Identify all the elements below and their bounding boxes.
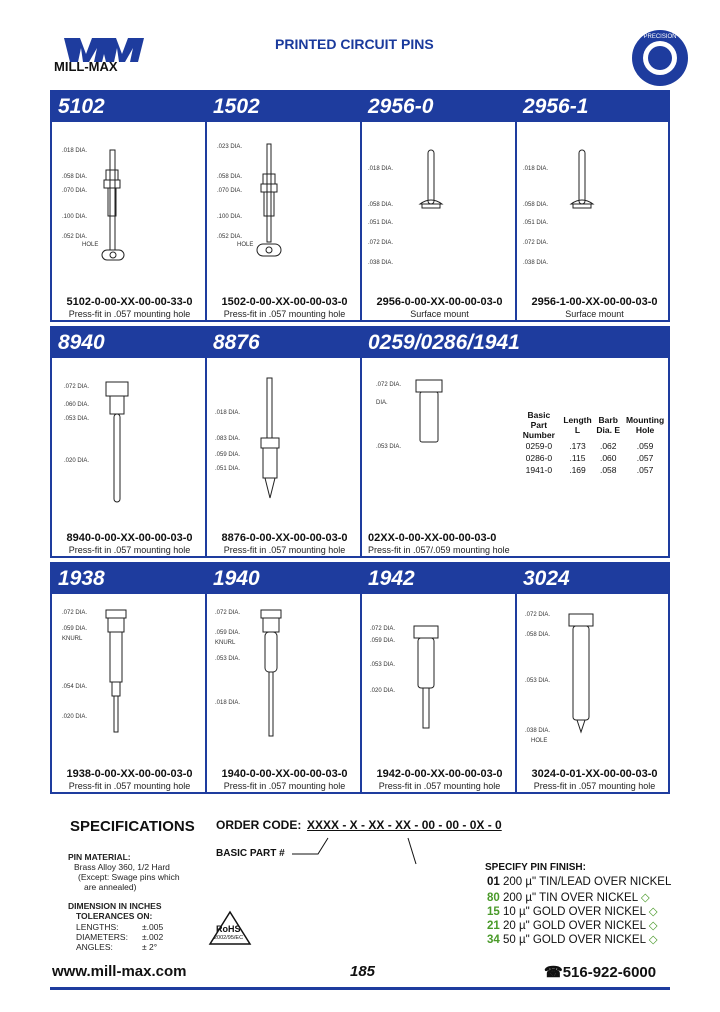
part-number: 02XX-0-00-XX-00-00-03-0 [368, 532, 497, 544]
svg-text:.072 DIA.: .072 DIA. [523, 240, 549, 246]
page-title: PRINTED CIRCUIT PINS [275, 36, 434, 52]
part-number: 1938-0-00-XX-00-00-03-0 [66, 768, 193, 780]
part-description: Press-fit in .057 mounting hole [223, 545, 346, 555]
part-number: 8940-0-00-XX-00-00-03-0 [66, 532, 193, 544]
header-5102: 5102 [58, 95, 105, 118]
svg-text:.051 DIA.: .051 DIA. [215, 466, 241, 472]
svg-text:.072 DIA.: .072 DIA. [376, 382, 402, 388]
svg-text:.058 DIA.: .058 DIA. [525, 632, 551, 638]
part-number: 2956-0-00-XX-00-00-03-0 [376, 296, 503, 308]
drawing-5102 [52, 122, 202, 282]
mill-max-logo [52, 34, 152, 74]
part-number: 3024-0-01-XX-00-00-03-0 [531, 768, 658, 780]
svg-text:.070 DIA.: .070 DIA. [217, 188, 243, 194]
drawing-8940 [52, 358, 202, 518]
svg-text:.072 DIA.: .072 DIA. [525, 612, 551, 618]
tolerance-angle-value: ± 2° [142, 942, 158, 952]
cell-1942 [362, 594, 517, 792]
drawing-8876 [207, 358, 357, 518]
part-number: 1942-0-00-XX-00-00-03-0 [376, 768, 503, 780]
part-number: 5102-0-00-XX-00-00-33-0 [66, 296, 193, 308]
svg-text:.018 DIA.: .018 DIA. [62, 148, 88, 154]
part-description: Press-fit in .057 mounting hole [378, 781, 501, 791]
phone-number: ☎516-922-6000 [544, 964, 657, 981]
svg-text:.038 DIA.: .038 DIA. [368, 260, 394, 266]
svg-text:.060 DIA.: .060 DIA. [64, 402, 90, 408]
svg-text:KNURL: KNURL [215, 640, 236, 646]
part-description: Press-fit in .057 mounting hole [68, 309, 191, 319]
table-header: Length L [563, 415, 592, 435]
svg-text:PRECISION: PRECISION [643, 34, 677, 40]
svg-text:.038 DIA.: .038 DIA. [523, 260, 549, 266]
svg-text:.072 DIA.: .072 DIA. [62, 610, 88, 616]
order-code-pointers [290, 834, 420, 874]
cell-1940 [207, 594, 362, 792]
header-2956-0: 2956-0 [368, 95, 434, 118]
part-description: Surface mount [565, 309, 624, 319]
cell-2956-1 [517, 122, 668, 320]
table-header: Basic Part Number [522, 410, 555, 440]
svg-text:.020 DIA.: .020 DIA. [62, 714, 88, 720]
drawing-3024 [517, 594, 667, 754]
dimension-label: DIMENSION IN INCHES [68, 901, 162, 911]
order-code-label: ORDER CODE: [216, 818, 302, 832]
drawing-1942 [362, 594, 512, 754]
svg-text:.053 DIA.: .053 DIA. [215, 656, 241, 662]
rohs-sub-label: 2002/95/EC [214, 935, 244, 941]
svg-text:.070 DIA.: .070 DIA. [62, 188, 88, 194]
part-description: Press-fit in .057 mounting hole [68, 781, 191, 791]
part-description: Press-fit in .057 mounting hole [68, 545, 191, 555]
row-1 [50, 90, 670, 322]
part-number: 1502-0-00-XX-00-00-03-0 [221, 296, 348, 308]
svg-text:.059 DIA.: .059 DIA. [370, 638, 396, 644]
svg-text:.072 DIA.: .072 DIA. [64, 384, 90, 390]
drawing-1502 [207, 122, 357, 282]
finish-option: 15 10 µ" GOLD OVER NICKEL ◇ [487, 906, 658, 918]
svg-text:.020 DIA.: .020 DIA. [370, 688, 396, 694]
header-1940: 1940 [213, 567, 260, 590]
svg-text:.058 DIA.: .058 DIA. [523, 202, 549, 208]
pin-material-label: PIN MATERIAL: [68, 852, 131, 862]
table-row: 0259-0 .173 .062 .059 [525, 441, 654, 451]
svg-text:.018 DIA.: .018 DIA. [523, 166, 549, 172]
svg-text:.059 DIA.: .059 DIA. [62, 626, 88, 632]
order-code-value: XXXX - X - XX - XX - 00 - 00 - 0X - 0 [307, 818, 502, 832]
header-1942: 1942 [368, 567, 415, 590]
header-8876: 8876 [213, 331, 260, 354]
header-3024: 3024 [523, 567, 570, 590]
tolerance-diameter-value: ±.002 [142, 932, 164, 942]
website-link[interactable]: www.mill-max.com [52, 963, 187, 980]
tolerance-diameter-label: DIAMETERS: [76, 932, 128, 942]
cell-8876 [207, 358, 362, 556]
svg-text:.100 DIA.: .100 DIA. [62, 214, 88, 220]
svg-text:HOLE: HOLE [82, 242, 99, 248]
part-description: Surface mount [410, 309, 469, 319]
header-1938: 1938 [58, 567, 105, 590]
rohs-badge [206, 908, 254, 948]
header-2956-1: 2956-1 [523, 95, 589, 118]
drawing-1940 [207, 594, 357, 754]
specifications-title: SPECIFICATIONS [70, 818, 195, 835]
finish-option: 21 20 µ" GOLD OVER NICKEL ◇ [487, 920, 658, 932]
table-header: Mounting Hole [625, 415, 665, 435]
basic-part-table [517, 410, 668, 476]
svg-text:.023 DIA.: .023 DIA. [217, 144, 243, 150]
pin-material-line: Brass Alloy 360, 1/2 Hard [74, 862, 170, 872]
part-description: Press-fit in .057 mounting hole [223, 309, 346, 319]
part-description: Press-fit in .057 mounting hole [533, 781, 656, 791]
part-number: 8876-0-00-XX-00-00-03-0 [221, 532, 348, 544]
drawing-02XX [362, 358, 522, 518]
drawing-2956-0 [362, 122, 512, 282]
finish-option: 80 200 µ" TIN OVER NICKEL ◇ [487, 892, 650, 904]
svg-text:.083 DIA.: .083 DIA. [215, 436, 241, 442]
svg-text:.051 DIA.: .051 DIA. [523, 220, 549, 226]
drawing-1938 [52, 594, 202, 754]
svg-text:.059 DIA.: .059 DIA. [215, 630, 241, 636]
svg-text:.018 DIA.: .018 DIA. [215, 700, 241, 706]
tolerance-length-value: ±.005 [142, 922, 164, 932]
row-3 [50, 562, 670, 794]
svg-text:.072 DIA.: .072 DIA. [370, 626, 396, 632]
page-number: 185 [350, 963, 376, 980]
svg-text:.053 DIA.: .053 DIA. [370, 662, 396, 668]
cell-8940 [52, 358, 207, 556]
pin-material-line: (Except: Swage pins which [78, 872, 180, 882]
rohs-label: RoHS [216, 924, 241, 934]
finish-option: 01 200 µ" TIN/LEAD OVER NICKEL [487, 876, 672, 888]
svg-text:.018 DIA.: .018 DIA. [215, 410, 241, 416]
svg-text:KNURL: KNURL [62, 636, 83, 642]
table-header: Barb Dia. E [596, 415, 621, 435]
svg-text:.054 DIA.: .054 DIA. [62, 684, 88, 690]
precision-seal [630, 28, 690, 88]
svg-text:MILL-MAX: MILL-MAX [54, 59, 118, 74]
specify-finish-label: SPECIFY PIN FINISH: [485, 862, 586, 873]
phone-icon: ☎ [544, 964, 563, 981]
svg-text:.052 DIA.: .052 DIA. [217, 234, 243, 240]
svg-text:HOLE: HOLE [531, 738, 548, 744]
tolerance-angle-label: ANGLES: [76, 942, 113, 952]
svg-text:HOLE: HOLE [237, 242, 254, 248]
part-description: Press-fit in .057/.059 mounting hole [368, 545, 510, 555]
cell-5102 [52, 122, 207, 320]
cell-2956-0 [362, 122, 517, 320]
tolerance-length-label: LENGTHS: [76, 922, 119, 932]
svg-text:.053 DIA.: .053 DIA. [525, 678, 551, 684]
table-row: 1941-0 .169 .058 .057 [525, 465, 654, 475]
cell-1502 [207, 122, 362, 320]
cell-1938 [52, 594, 207, 792]
basic-part-label: BASIC PART # [216, 848, 285, 859]
svg-text:.053 DIA.: .053 DIA. [64, 416, 90, 422]
pin-material-line: are annealed) [84, 882, 137, 892]
part-number: 1940-0-00-XX-00-00-03-0 [221, 768, 348, 780]
svg-text:.072 DIA.: .072 DIA. [215, 610, 241, 616]
svg-text:.072 DIA.: .072 DIA. [368, 240, 394, 246]
header-1502: 1502 [213, 95, 260, 118]
tolerance-label: TOLERANCES ON: [76, 911, 153, 921]
svg-text:.100 DIA.: .100 DIA. [217, 214, 243, 220]
part-description: Press-fit in .057 mounting hole [223, 781, 346, 791]
svg-text:DIA.: DIA. [376, 400, 388, 406]
header-8940: 8940 [58, 331, 105, 354]
part-number: 2956-1-00-XX-00-00-03-0 [531, 296, 658, 308]
row-2 [50, 326, 670, 558]
svg-text:.020 DIA.: .020 DIA. [64, 458, 90, 464]
header-0259-0286-1941: 0259/0286/1941 [368, 331, 520, 354]
svg-text:.058 DIA.: .058 DIA. [217, 174, 243, 180]
svg-text:.018 DIA.: .018 DIA. [368, 166, 394, 172]
svg-text:.058 DIA.: .058 DIA. [368, 202, 394, 208]
footer-bar [50, 987, 670, 990]
svg-text:.038 DIA.: .038 DIA. [525, 728, 551, 734]
svg-text:.053 DIA.: .053 DIA. [376, 444, 402, 450]
drawing-2956-1 [517, 122, 667, 282]
svg-text:.051 DIA.: .051 DIA. [368, 220, 394, 226]
svg-text:.052 DIA.: .052 DIA. [62, 234, 88, 240]
svg-text:.059 DIA.: .059 DIA. [215, 452, 241, 458]
table-row: 0286-0 .115 .060 .057 [525, 453, 654, 463]
cell-3024 [517, 594, 668, 792]
svg-text:.058 DIA.: .058 DIA. [62, 174, 88, 180]
finish-option: 34 50 µ" GOLD OVER NICKEL ◇ [487, 934, 658, 946]
